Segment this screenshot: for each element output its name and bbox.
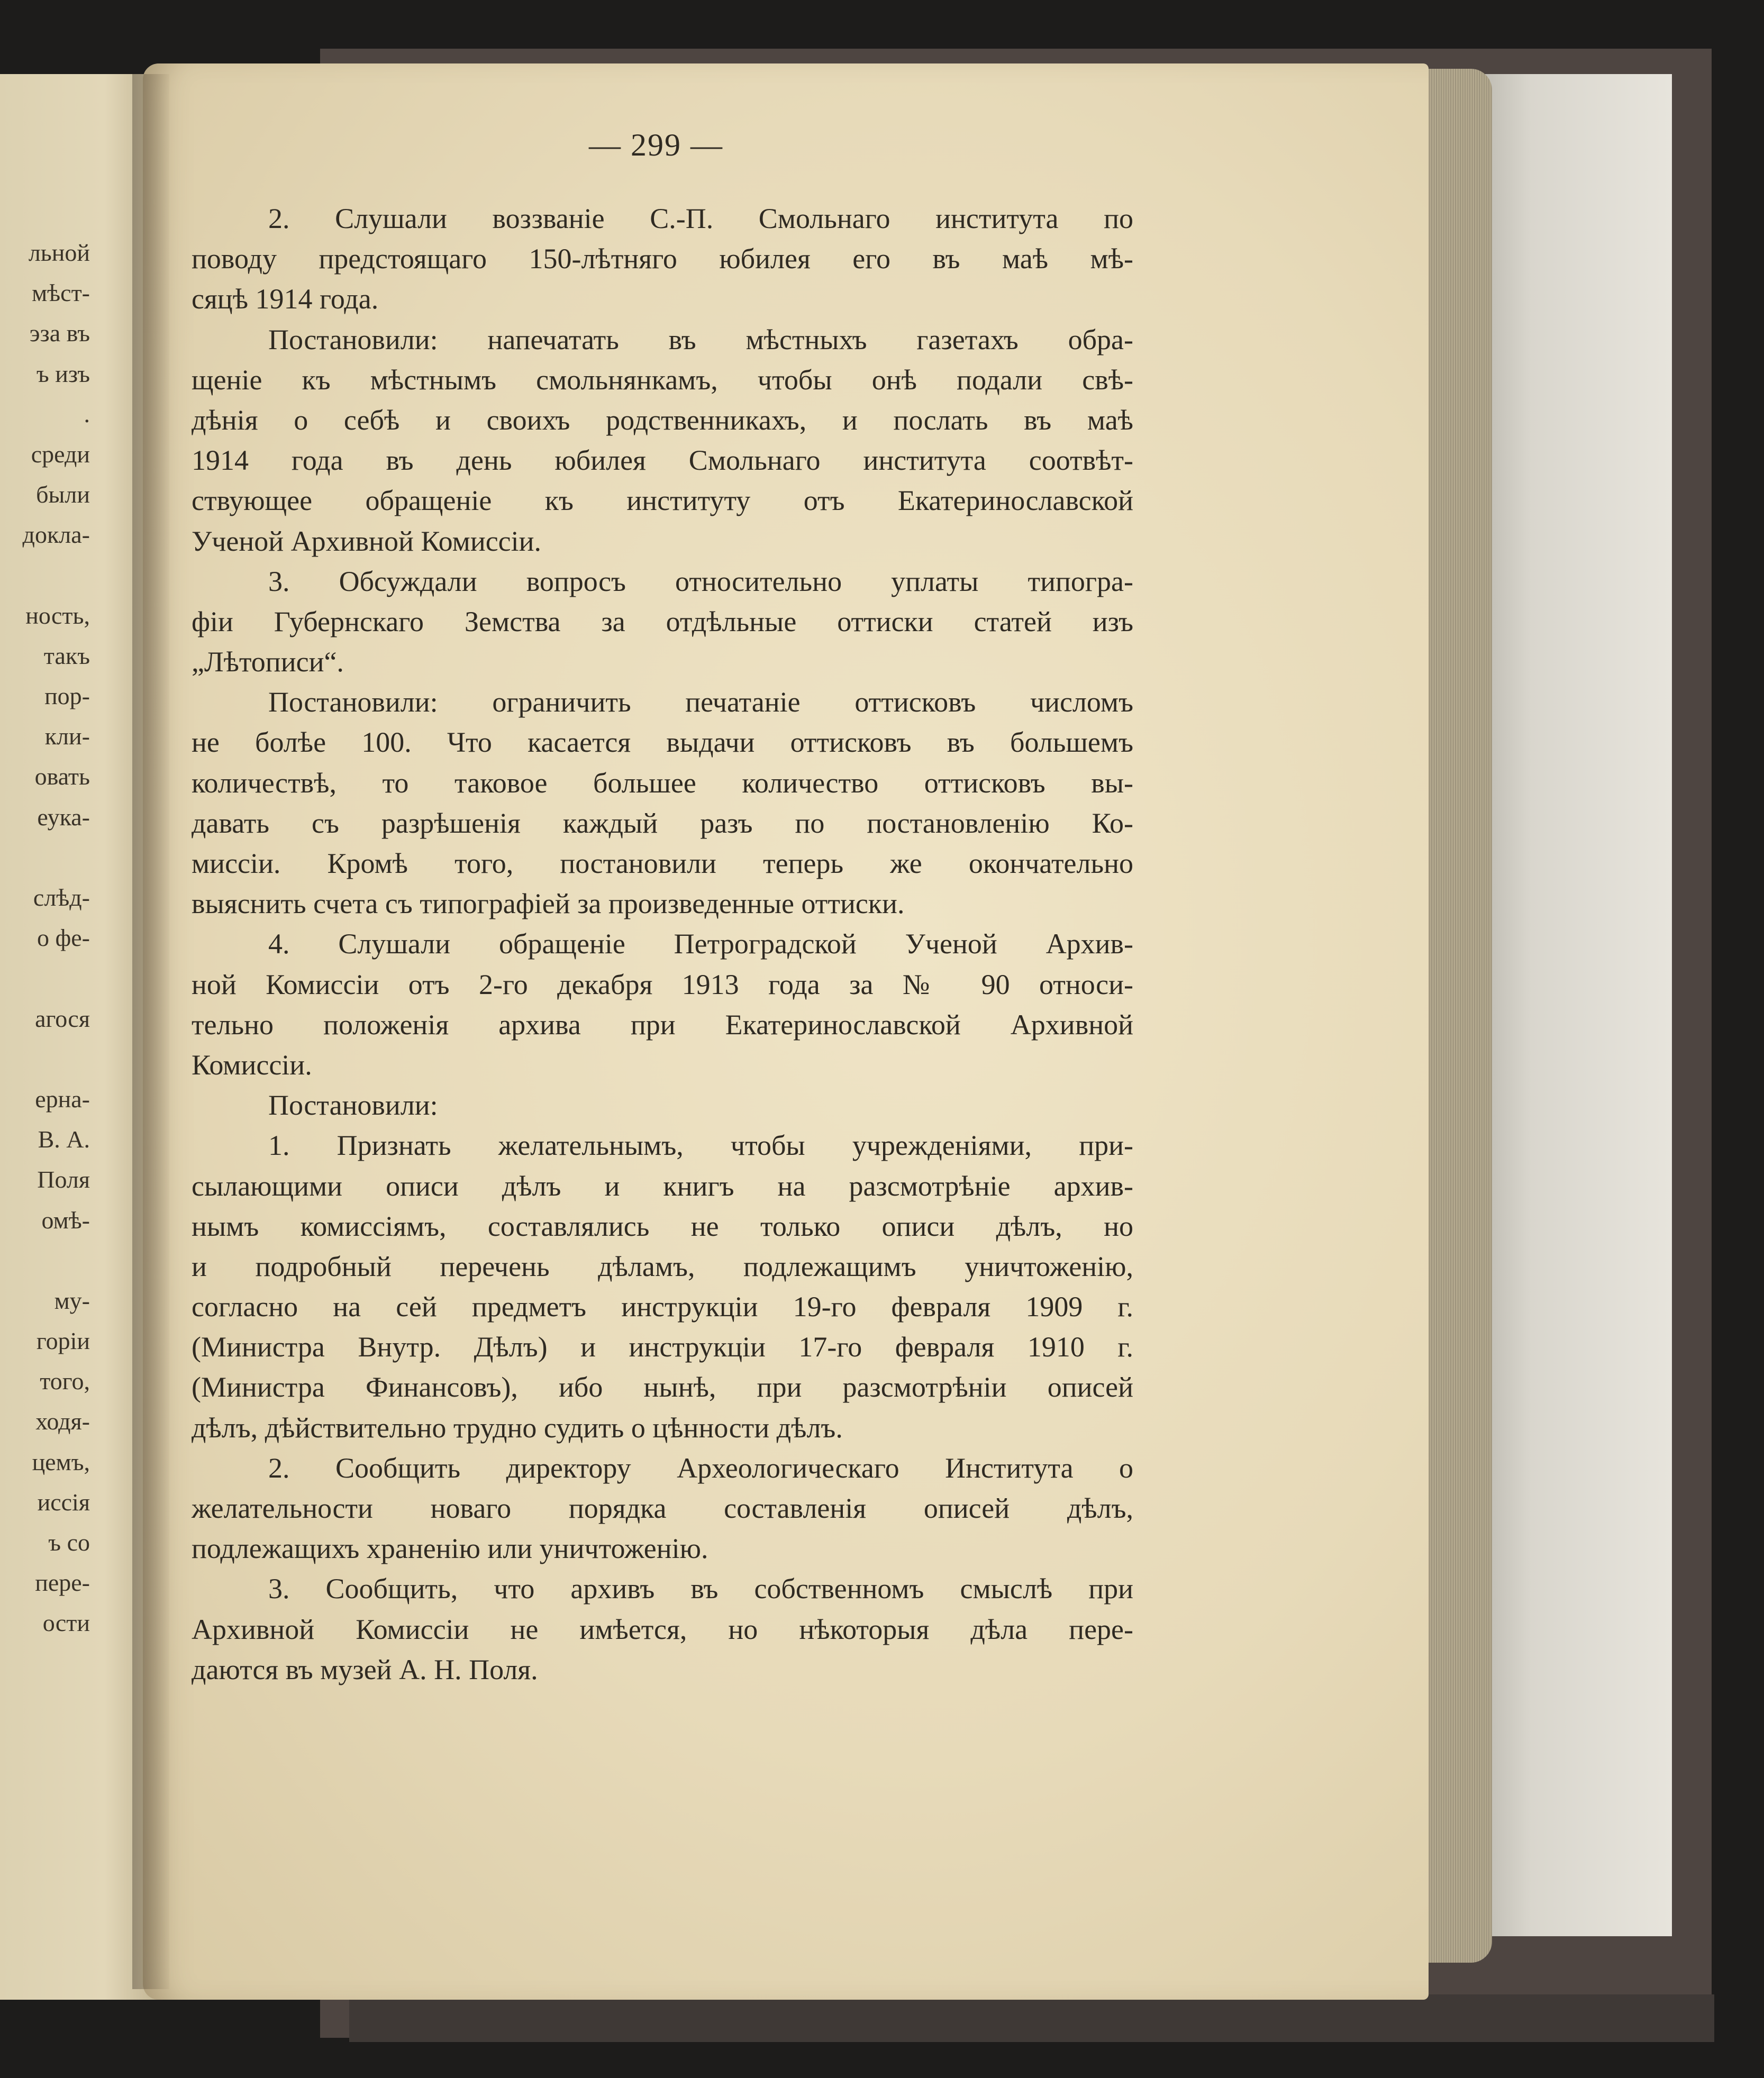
left-page-fragment: ерна- xyxy=(35,1085,90,1113)
page-number: — 299 — xyxy=(589,127,723,162)
text-line: Постановили: напечатать въ мѣстныхъ газетахъ обра- xyxy=(268,323,1133,356)
text-line: „Лѣтописи“. xyxy=(192,646,344,678)
text-line: сяцѣ 1914 года. xyxy=(192,283,379,315)
text-line: сылающими описи дѣлъ и книгъ на разсмотрѣніе архив- xyxy=(192,1170,1133,1202)
text-line: подлежащихъ храненію или уничтоженію. xyxy=(192,1533,708,1565)
left-page-fragment: В. А. xyxy=(38,1126,90,1153)
text-line: 2. Слушали воззваніе С.-П. Смольнаго института по xyxy=(268,203,1133,234)
left-page-fragment: слѣд- xyxy=(33,884,90,911)
left-page-fragment: ходя- xyxy=(35,1408,90,1435)
text-line: фіи Губернскаго Земства за отдѣльные оттиски статей изъ xyxy=(192,605,1133,637)
left-page-fragment xyxy=(0,1241,148,1281)
text-line: количествѣ, то таковое большее количество оттисковъ вы- xyxy=(192,767,1133,799)
text-line: Комиссіи. xyxy=(192,1049,312,1081)
left-page-fragment xyxy=(0,555,148,596)
text-line: дѣнія о себѣ и своихъ родственникахъ, и послать въ маѣ xyxy=(192,404,1133,436)
text-line: ной Комиссіи отъ 2-го декабря 1913 года за № 90 относи- xyxy=(192,968,1133,1000)
left-page-fragment: докла- xyxy=(22,521,90,549)
text-line: 2. Сообщить директору Археологическаго Института о xyxy=(268,1452,1133,1484)
left-page-fragment: агося xyxy=(35,1005,90,1032)
left-page-fragment: того, xyxy=(40,1368,90,1395)
text-line: Архивной Комиссіи не имѣется, но нѣкоторыя дѣла пере- xyxy=(192,1613,1133,1645)
text-line: желательности новаго порядка составленія описей дѣлъ, xyxy=(192,1492,1133,1524)
left-page-fragment: горіи xyxy=(36,1327,90,1355)
text-line: 3. Обсуждали вопросъ относительно уплаты типогра- xyxy=(268,565,1133,597)
text-line: нымъ комиссіямъ, составлялись не только описи дѣлъ, но xyxy=(192,1210,1133,1242)
left-page-fragment: льной xyxy=(28,239,90,266)
left-page-fragment xyxy=(0,837,148,878)
text-line: согласно на сей предметъ инструкціи 19-го февраля 1909 г. xyxy=(192,1291,1133,1323)
left-page-fragment: пор- xyxy=(44,682,90,710)
left-page-fragment: ъ изъ xyxy=(36,360,90,387)
text-line: Ученой Архивной Комиссіи. xyxy=(192,525,542,557)
text-line: Постановили: ограничить печатаніе оттисковъ числомъ xyxy=(268,686,1133,718)
text-line: даются въ музей А. Н. Поля. xyxy=(192,1653,538,1685)
left-page-fragment: ъ со xyxy=(48,1529,90,1556)
text-line: ствующее обращеніе къ институту отъ Екатеринославской xyxy=(192,485,1133,517)
text-line: тельно положенія архива при Екатеринославской Архивной xyxy=(192,1008,1133,1041)
left-page-fragment: были xyxy=(36,481,90,508)
text-line: 1. Признать желательнымъ, чтобы учрежденіями, при- xyxy=(268,1129,1133,1162)
left-page-fragment xyxy=(0,958,148,998)
left-page-fragment: мѣст- xyxy=(32,279,90,307)
endpaper xyxy=(1471,74,1672,1936)
book-cover-bottom xyxy=(349,1994,1714,2042)
left-page-fragment: Поля xyxy=(37,1166,90,1193)
left-page-fragment: эза въ xyxy=(29,320,90,347)
text-line: поводу предстоящаго 150-лѣтняго юбилея его въ маѣ мѣ- xyxy=(192,243,1133,275)
text-line: 4. Слушали обращеніе Петроградской Ученой Архив- xyxy=(268,928,1133,960)
page-body-text xyxy=(192,198,1133,1690)
left-page-fragment: омѣ- xyxy=(41,1206,90,1234)
left-page-fragment: цемъ, xyxy=(32,1448,90,1475)
text-line: (Министра Финансовъ), ибо нынѣ, при разсмотрѣніи описей xyxy=(192,1371,1133,1403)
left-page-fragment xyxy=(0,1039,148,1079)
left-page-fragment: такъ xyxy=(43,642,90,669)
left-page-fragment: ность, xyxy=(25,601,90,629)
text-line: Постановили: xyxy=(268,1089,438,1122)
left-page-fragment: иссія xyxy=(37,1488,90,1516)
left-page-fragment: среди xyxy=(31,440,90,468)
left-page-text xyxy=(0,233,148,1644)
text-line: (Министра Внутр. Дѣлъ) и инструкціи 17-го февраля 1910 г. xyxy=(192,1331,1133,1363)
left-page-fragment: . xyxy=(84,400,90,427)
book-gutter xyxy=(132,74,169,1989)
text-line: дѣлъ, дѣйствительно трудно судить о цѣнности дѣлъ. xyxy=(192,1411,843,1444)
text-line: и подробный перечень дѣламъ, подлежащимъ уничтоженію, xyxy=(192,1250,1133,1282)
text-line: выяснить счета съ типографіей за произведенные оттиски. xyxy=(192,888,905,920)
left-page-fragment: ости xyxy=(42,1609,90,1637)
text-line: давать съ разрѣшенія каждый разъ по постановленію Ко- xyxy=(192,807,1133,839)
left-page-fragment: му- xyxy=(54,1287,90,1314)
text-line: миссіи. Кромѣ того, постановили теперь же окончательно xyxy=(192,847,1133,879)
text-line: щеніе къ мѣстнымъ смольнянкамъ, чтобы онѣ подали свѣ- xyxy=(192,363,1133,396)
text-line: не болѣе 100. Что касается выдачи оттисковъ въ большемъ xyxy=(192,726,1133,759)
text-line: 1914 года въ день юбилея Смольнаго института соотвѣт- xyxy=(192,444,1133,477)
left-page-fragment: овать xyxy=(34,763,90,790)
left-page-fragment: еука- xyxy=(37,803,90,831)
left-page-fragment: о фе- xyxy=(37,924,90,952)
text-line: 3. Сообщить, что архивъ въ собственномъ смыслѣ при xyxy=(268,1573,1133,1605)
left-page-fragment: пере- xyxy=(35,1569,90,1597)
left-page-fragment: кли- xyxy=(44,723,90,750)
